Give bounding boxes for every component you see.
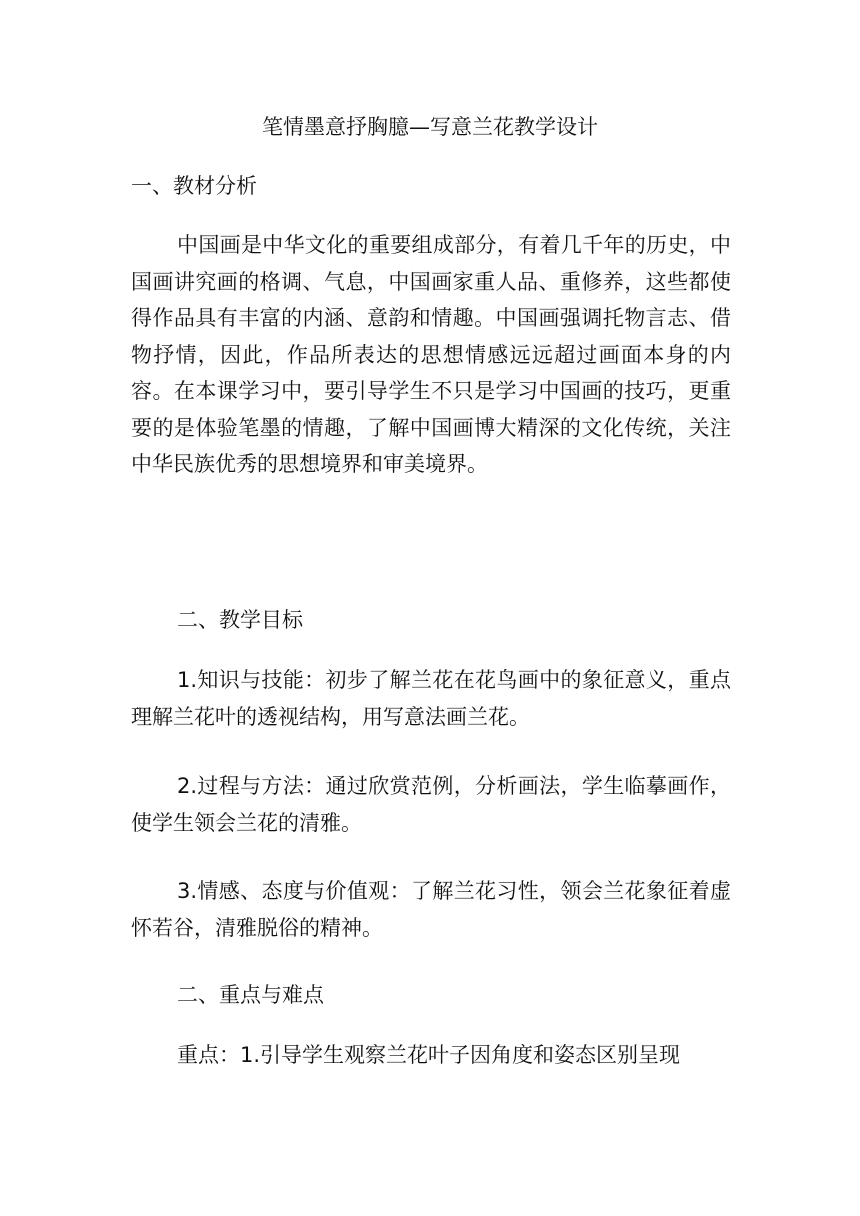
goal-emotion-values: 3.情感、态度与价值观：了解兰花习性，领会兰花象征着虚怀若谷，清雅脱俗的精神。 xyxy=(131,879,731,940)
paragraph-materials-analysis: 中国画是中华文化的重要组成部分，有着几千年的历史，中国画讲究画的格调、气息，中国画家重人品、重修养，这些都使得作品具有丰富的内涵、意韵和情趣。中国画强调托物言志、借物抒情，因此，作品所表达的思想情感远远超过画面本身的内容。在本课学习中，要引导学生不只是学习中国画的技巧，更重要的是体验笔墨的情趣，了解中国画博大精深的文化传统，关注中华民族优秀的思想境界和审美境界。 xyxy=(131,233,731,476)
document-title: 笔情墨意抒胸臆—写意兰花教学设计 xyxy=(262,115,598,139)
section-heading-materials: 一、教材分析 xyxy=(131,174,257,198)
section-heading-goals: 二、教学目标 xyxy=(177,608,303,632)
goal-knowledge-skills: 1.知识与技能：初步了解兰花在花鸟画中的象征意义，重点理解兰花叶的透视结构，用写意法画兰花。 xyxy=(131,668,731,729)
section-heading-key-points: 二、重点与难点 xyxy=(177,983,324,1007)
key-point-line: 重点：1.引导学生观察兰花叶子因角度和姿态区别呈现 xyxy=(177,1043,681,1067)
goal-process-methods: 2.过程与方法：通过欣赏范例，分析画法，学生临摹画作，使学生领会兰花的清雅。 xyxy=(131,774,731,835)
